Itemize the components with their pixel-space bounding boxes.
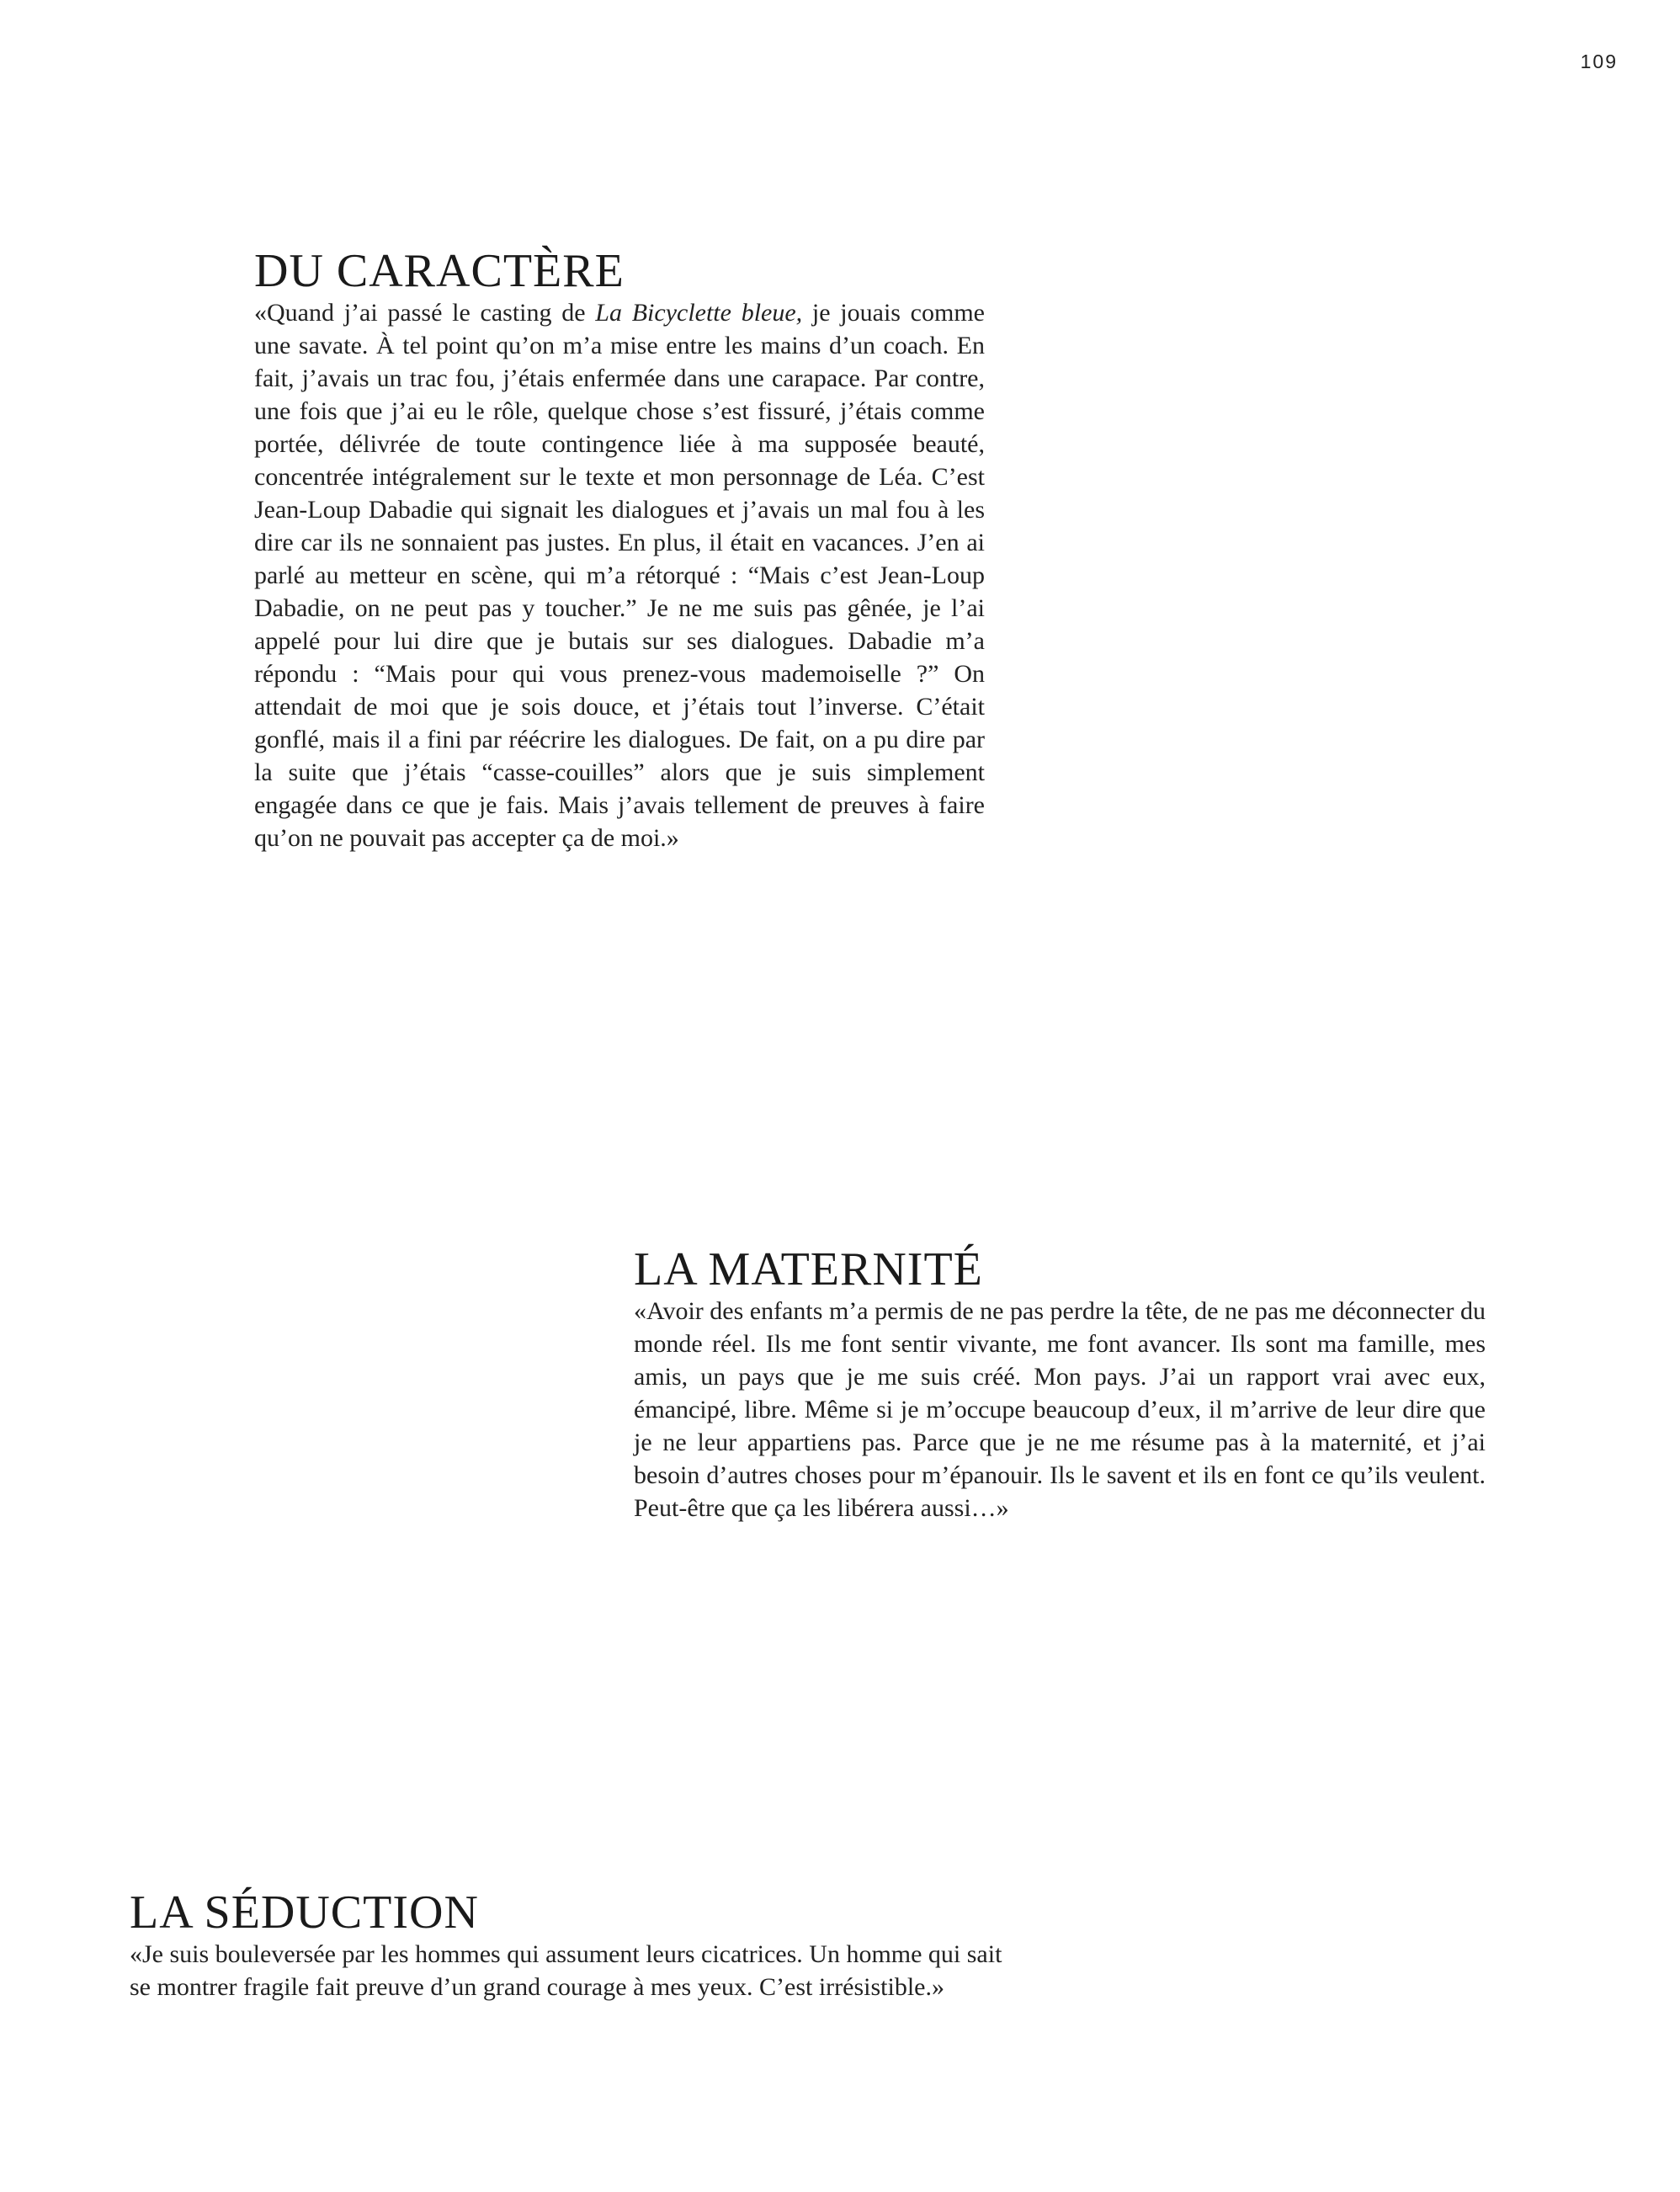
section-body-maternite: «Avoir des enfants m’a permis de ne pas perdre la tête, de ne pas me déconnecter du monde réel. Ils me font sentir vivante, me font avancer. Ils sont ma famille, mes amis, un pays que je me suis créé. Mon pays. J’ai un rapport vrai avec eux, émancipé, libre. Même si je m’occupe beaucoup d’eux, il m’arrive de leur dire que je ne leur appartiens pas. Parce que je ne me résume pas à la maternité, et j’ai besoin d’autres choses pour m’épanouir. Ils le savent et ils en font ce qu’ils veulent. Peut-être que ça les libérera aussi…» <box>634 1297 1486 1522</box>
page-number: 109 <box>1580 51 1618 72</box>
seduction-line-2: se montrer fragile fait preuve d’un grand courage à mes yeux. C’est irrésistible.» <box>130 1973 944 2001</box>
section-caractere <box>254 246 985 854</box>
seduction-line-1: «Je suis bouleversée par les hommes qui assument leurs cicatrices. Un homme qui sait <box>130 1940 1002 1968</box>
caractere-text-rest: je jouais comme une savate. À tel point qu’on m’a mise entre les mains d’un coach. En fait, j’avais un trac fou, j’étais enfermée dans une carapace. Par contre, une fois que j’ai eu le rôle, quelque chose s’est fissuré, j’étais comme portée, délivrée de toute contingence liée à ma supposée beauté, concentrée intégralement sur le texte et mon personnage de Léa. C’est Jean-Loup Dabadie qui signait les dialogues et j’avais un mal fou à les dire car ils ne sonnaient pas justes. En plus, il était en vacances. J’en ai parlé au metteur en scène, qui m’a rétorqué : “Mais c’est Jean-Loup Dabadie, on ne peut pas y toucher.” Je ne me suis pas gênée, je l’ai appelé pour lui dire que je butais sur ses dialogues. Dabadie m’a répondu : “Mais pour qui vous prenez-vous mademoiselle ?” On attendait de moi que je sois douce, et j’étais tout l’inverse. C’était gonflé, mais il a fini par réécrire les dialogues. De fait, on a pu dire par la suite que j’étais “casse-couilles” alors que je suis simplement engagée dans ce que je fais. Mais j’avais tellement de preuves à faire qu’on ne pouvait pas accepter ça de moi.» <box>254 299 985 852</box>
section-body-caractere <box>254 296 985 854</box>
film-title: La Bicyclette bleue, <box>595 299 803 327</box>
section-maternite <box>634 1244 1486 1524</box>
section-body-seduction <box>130 1938 1123 2003</box>
section-seduction <box>130 1887 1123 2003</box>
caractere-text-start: «Quand j’ai passé le casting de <box>254 299 596 327</box>
section-title-maternite: LA MATERNITÉ <box>634 1243 983 1296</box>
section-title-seduction: LA SÉDUCTION <box>130 1886 479 1939</box>
section-title-caractere: DU CARACTÈRE <box>254 245 625 297</box>
